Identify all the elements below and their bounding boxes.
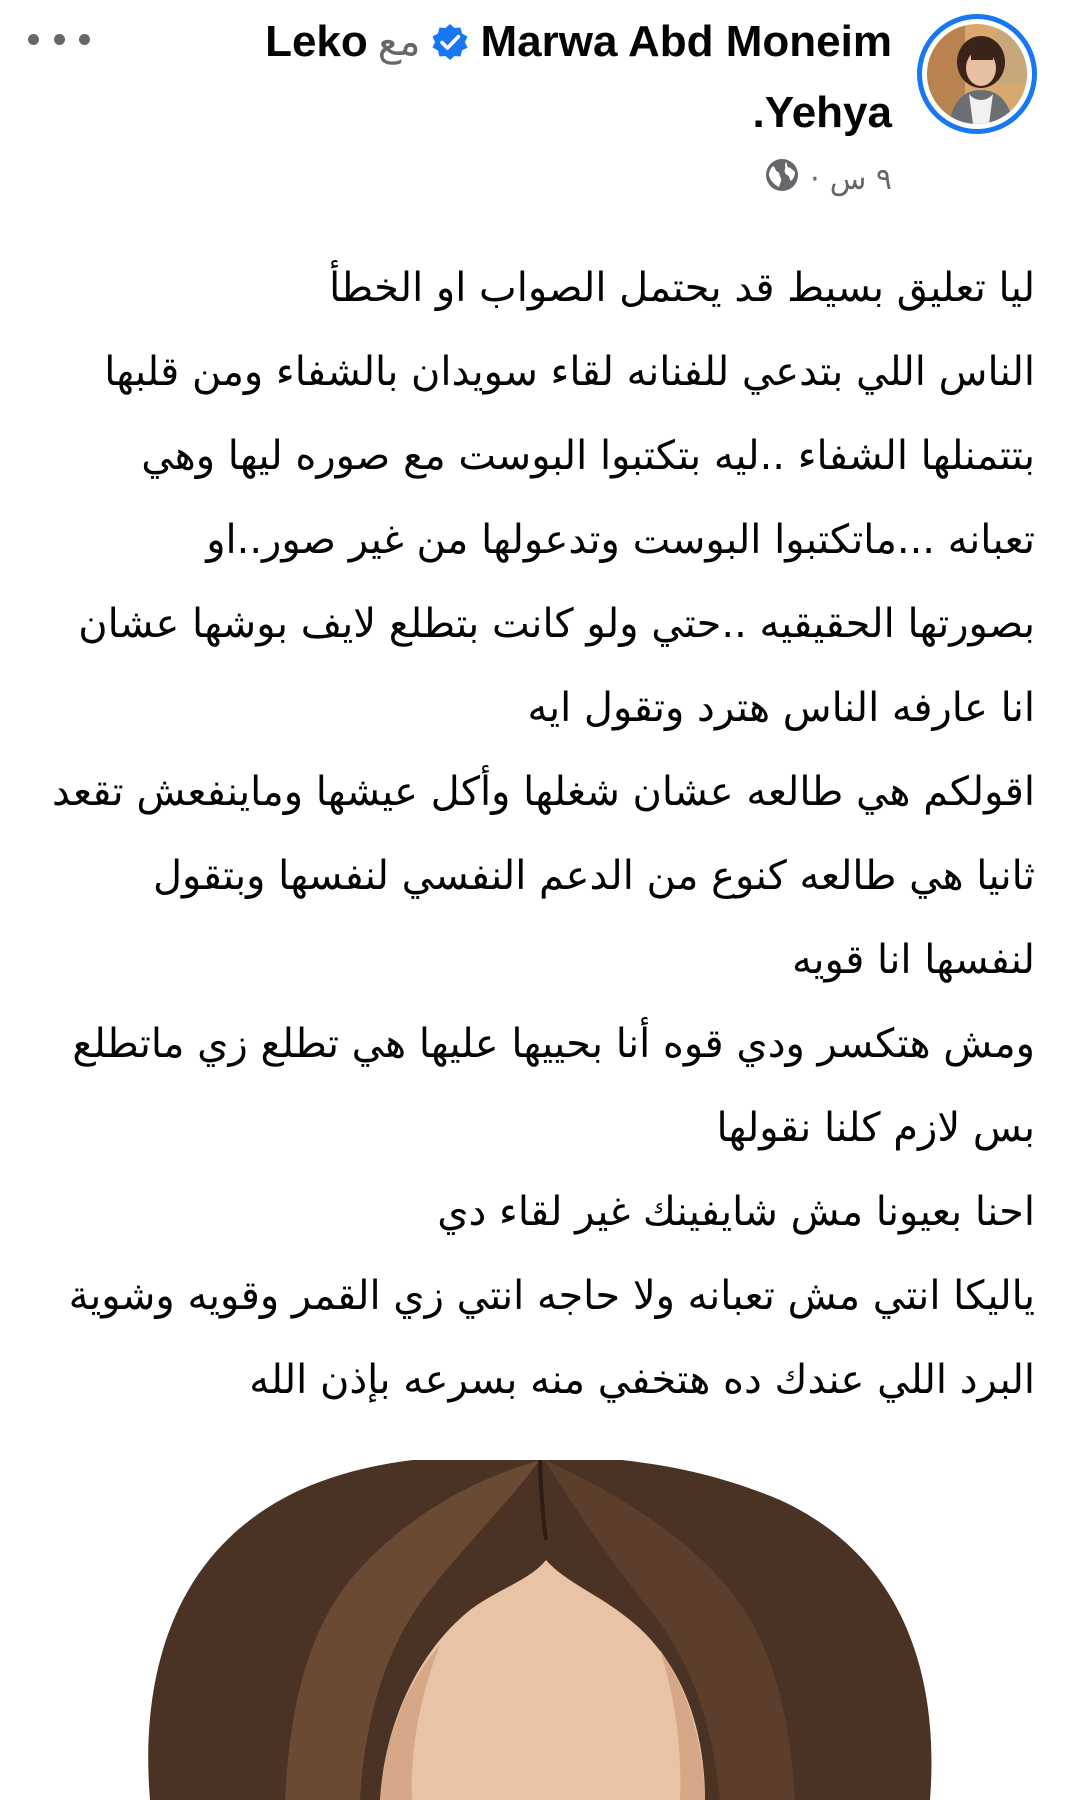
post-text-line: بصورتها الحقيقيه ..حتي ولو كانت بتطلع لايف بوشها عشان: [78, 601, 1035, 647]
more-options-button[interactable]: [28, 22, 90, 56]
post-photo[interactable]: [0, 1460, 1072, 1800]
trailing-punctuation: .: [752, 88, 765, 137]
with-word: مع: [377, 20, 421, 64]
post-timestamp[interactable]: ٩ س: [829, 161, 892, 197]
author-name[interactable]: Marwa Abd Moneim: [480, 17, 892, 66]
post-text-line: ليا تعليق بسيط قد يحتمل الصواب او الخطأ: [329, 265, 1035, 311]
author-name-continued[interactable]: Yehya: [764, 88, 892, 137]
post-meta: [764, 156, 892, 202]
more-dot: [79, 34, 90, 45]
post-text-line: ومش هتكسر ودي قوه أنا بحييها عليها هي تطلع زي ماتطلع: [72, 1021, 1035, 1067]
globe-icon[interactable]: [764, 157, 800, 201]
post-body: [40, 246, 1035, 1422]
post-text-line: بس لازم كلنا نقولها: [716, 1105, 1035, 1151]
post-text-line: احنا بعيونا مش شايفينك غير لقاء دي: [437, 1189, 1035, 1235]
post-text-line: لنفسها انا قويه: [791, 937, 1035, 983]
post-author-line-2: [753, 80, 892, 146]
verified-badge-icon: [430, 22, 470, 62]
more-dot: [28, 34, 39, 45]
meta-separator: ·: [810, 161, 820, 197]
author-avatar[interactable]: [917, 14, 1037, 134]
tagged-name[interactable]: Leko: [265, 17, 368, 66]
post-text-line: اقولكم هي طالعه عشان شغلها وأكل عيشها وماينفعش تقعد: [51, 769, 1035, 815]
post-text-line: بتتمنلها الشفاء ..ليه بتكتبوا البوست مع صوره ليها وهي: [141, 433, 1035, 479]
post-text-line: انا عارفه الناس هترد وتقول ايه: [527, 685, 1035, 731]
post-text-line: البرد اللي عندك ده هتخفي منه بسرعه بإذن الله: [249, 1357, 1035, 1403]
post-author-line: [265, 8, 892, 76]
post-text-line: الناس اللي بتدعي للفنانه لقاء سويدان بالشفاء ومن قلبها: [104, 349, 1035, 395]
post-text-line: تعبانه ...ماتكتبوا البوست وتدعولها من غير صور..او: [206, 517, 1035, 563]
more-dot: [54, 34, 65, 45]
post-header: [0, 0, 1072, 215]
post-text-line: ثانيا هي طالعه كنوع من الدعم النفسي لنفسها وبتقول: [152, 853, 1035, 899]
post-text-line: ياليكا انتي مش تعبانه ولا حاجه انتي زي القمر وقويه وشوية: [68, 1273, 1035, 1319]
